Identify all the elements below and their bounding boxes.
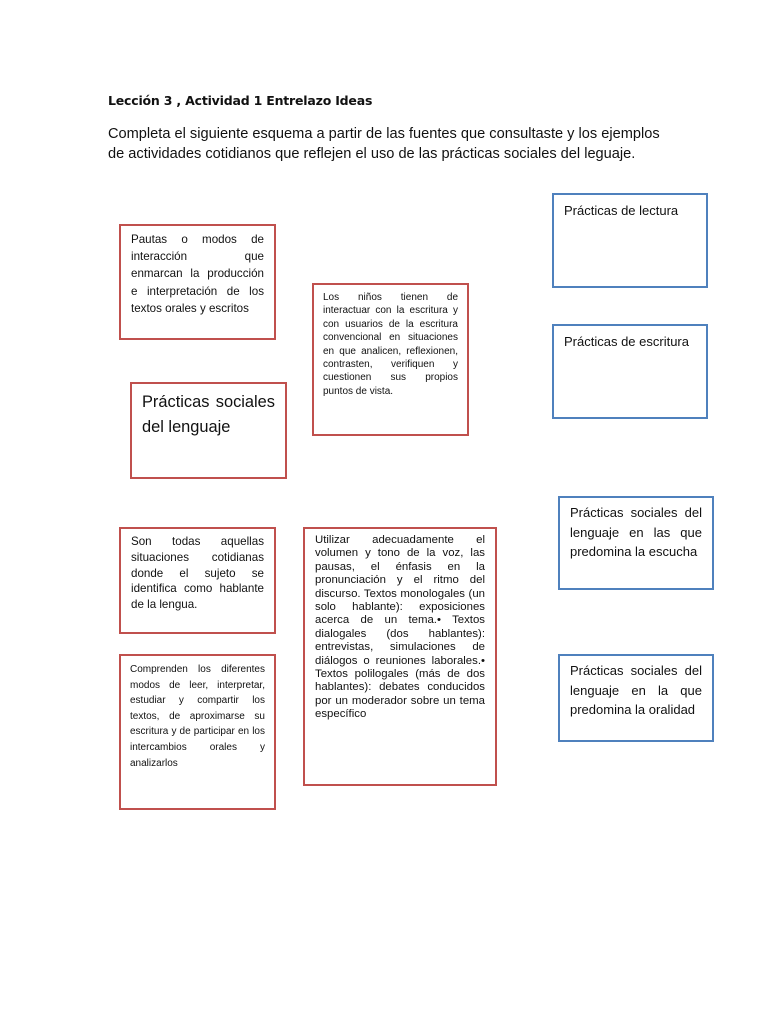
definition-text: Son todas aquellas situaciones cotidianas donde el sujeto se identifica como hablante de la lengua. — [131, 535, 264, 612]
category-box-escucha — [558, 496, 714, 590]
category-text: Prácticas sociales del lenguaje en las que predomina la escucha — [570, 505, 702, 559]
definition-text: Comprenden los diferentes modos de leer, interpretar, estudiar y compartir los textos, de aproximarse su escritura y de participar en los intercambios orales y analizarlos — [130, 664, 265, 769]
definition-box-son — [119, 527, 276, 634]
category-text: Prácticas sociales del lenguaje en la que predomina la oralidad — [570, 663, 702, 717]
definition-text: Utilizar adecuadamente el volumen y tono de la voz, las pausas, el énfasis en la pronunciación y el ritmo del discurso. Textos monologales (un solo hablante): exposiciones acerca de un tema.• Textos dialogales (dos hablantes): entrevistas, simulaciones de diálogos o reuniones laborales.• Textos polilogales (más de dos hablantes): debates conducidos por un moderador sobre un tema específico — [315, 534, 485, 721]
instructions-text: Completa el siguiente esquema a partir de las fuentes que consultaste y los ejemplos de actividades cotidianos que reflejen el uso de las prácticas sociales del leguaje. — [108, 126, 660, 162]
definition-box-utilizar — [303, 527, 497, 786]
definition-text: Los niños tienen de interactuar con la escritura y con usuarios de la escritura convencional en situaciones en que analicen, reflexionen, contrasten, verifiquen y cuestionen sus propios puntos de vista. — [323, 292, 458, 397]
category-text: Prácticas de lectura — [564, 203, 679, 218]
definition-box-ninos — [312, 283, 469, 436]
central-concept-text: Prácticas sociales del lenguaje — [142, 393, 275, 436]
page-title: Lección 3 , Actividad 1 Entrelazo Ideas — [108, 93, 373, 108]
category-box-oralidad — [558, 654, 714, 742]
category-box-escritura — [552, 324, 708, 419]
definition-box-pautas — [119, 224, 276, 340]
definition-text: Pautas o modos de interacción que enmarcan la producción e interpretación de los textos orales y escritos — [131, 233, 264, 315]
category-text: Prácticas de escritura — [564, 334, 689, 349]
definition-box-comprenden — [119, 654, 276, 810]
central-concept-box — [130, 382, 287, 479]
category-box-lectura — [552, 193, 708, 288]
